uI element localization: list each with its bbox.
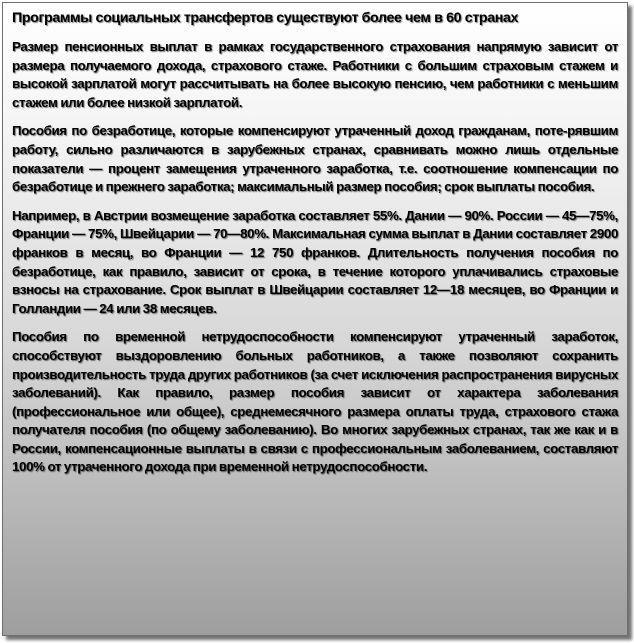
- paragraph-unemployment-benefits: Пособия по безработице, которые компенсируют утраченный доход гражданам, поте-рявшим работу, сильно различаются в зарубежных странах, сравнивать можно лишь отдельные показатели — процент замещения утраченного заработка, т.е. соотношение компенсации по безработице и прежнего заработка; максимальный размер пособия; срок выплаты пособия.: [12, 123, 618, 195]
- paragraph-sick-leave-benefits: Пособия по временной нетрудоспособности компенсируют утраченный заработок, способствуют выздоровлению больных работников, а также позволяют сохранить производительность труда других работников (за счет исключения распространения вирусных заболеваний). Как правило, размер пособия зависит от характера заболевания (профессиональное или общее), среднемесячного размера оплаты труда, страхового стажа получателя пособия (по общему заболеванию). Во многих зарубежных странах, так же как и в России, компенсационные выплаты в связи с профессиональным заболеванием, составляют 100% от утраченного дохода при временной нетрудоспособности.: [12, 329, 618, 475]
- paragraph-pensions: Размер пенсионных выплат в рамках государственного страхования напрямую зависит от размера получаемого дохода, страхового стаже. Работники с большим страховым стажем и высокой зарплатой могут рассчитывать на более высокую пенсию, чем работники с меньшим стажем или более низкой зарплатой.: [12, 39, 618, 110]
- text-box: [2, 2, 628, 636]
- paragraph-country-examples: Например, в Австрии возмещение заработка составляет 55%. Дании — 90%. России — 45—75%, Франции — 75%, Швейцарии — 70—80%. Максимальная сумма выплат в Дании составляет 2900 франков в месяц, во Франции — 12 750 франков. Длительность получения пособия по безработице, как правило, зависит от срока, в течение которого уплачивались страховые взносы на страхование. Срок выплат в Швейцарии составляет 12—18 месяцев, во Франции и Голландии — 24 или 38 месяцев.: [12, 207, 618, 316]
- document-heading: Программы социальных трансфертов существуют более чем в 60 странах: [12, 10, 519, 26]
